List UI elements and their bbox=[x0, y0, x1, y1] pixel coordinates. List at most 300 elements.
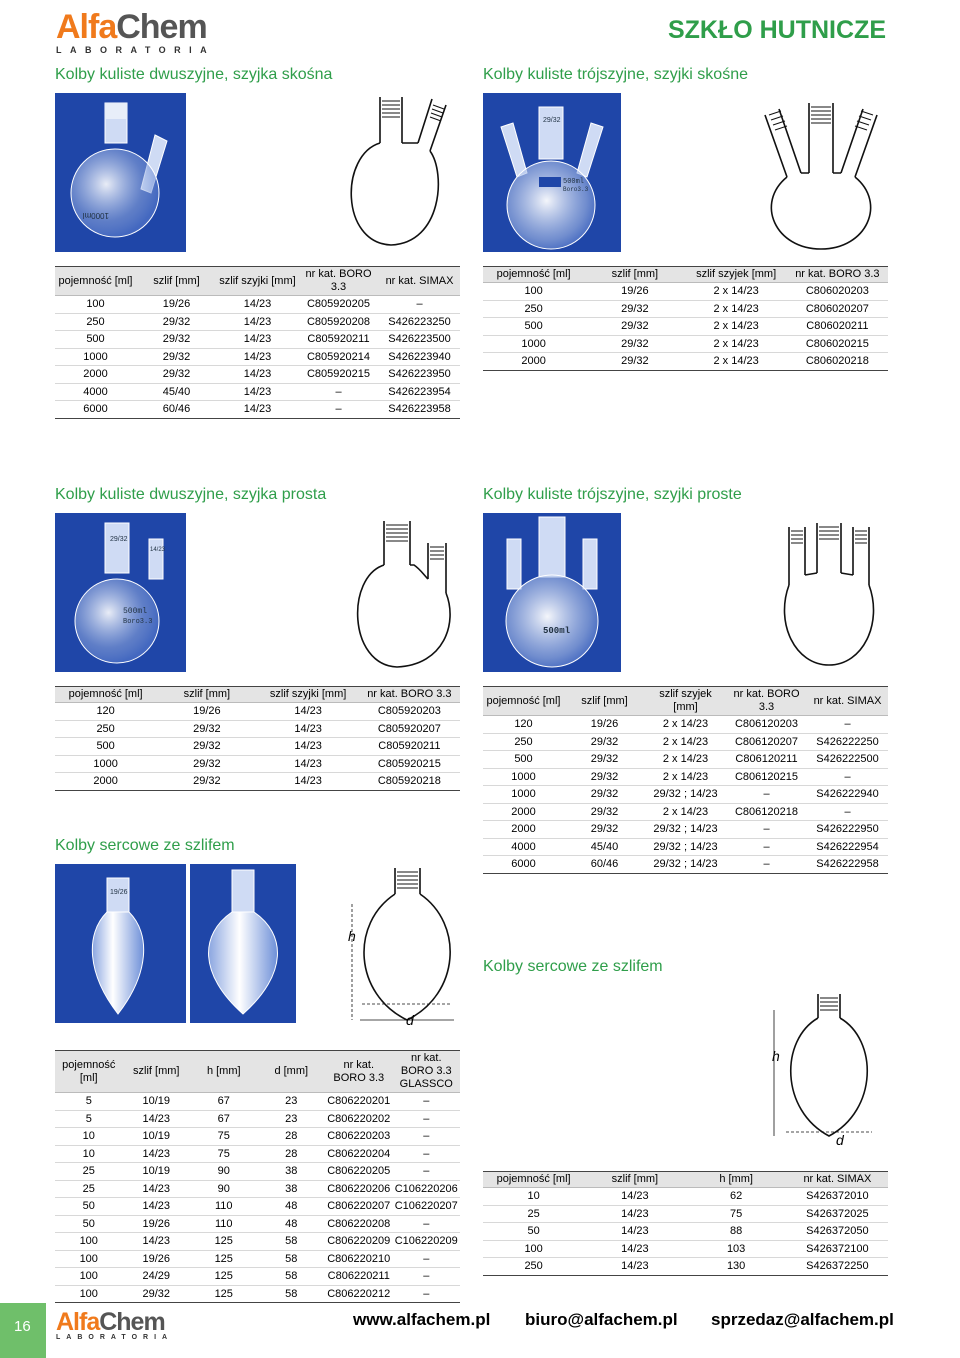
table-row bbox=[483, 1223, 888, 1241]
photo-pear-flask-large bbox=[190, 864, 296, 1023]
table-cell: 2 x 14/23 bbox=[686, 283, 787, 301]
section-title-pear-flasks-simax: Kolby sercowe ze szlifem bbox=[483, 958, 663, 975]
table-cell: 28 bbox=[258, 1145, 326, 1163]
table-cell: C806020207 bbox=[787, 300, 888, 318]
table-cell: 125 bbox=[190, 1250, 258, 1268]
table-cell: 2000 bbox=[55, 366, 136, 384]
table-cell: 45/40 bbox=[136, 383, 217, 401]
table-cell: C805920218 bbox=[359, 773, 460, 791]
table-cell: 29/32 bbox=[136, 331, 217, 349]
table-cell: 10 bbox=[55, 1145, 123, 1163]
table-row bbox=[483, 283, 888, 301]
table-header-row bbox=[483, 687, 888, 716]
table-cell: 19/26 bbox=[564, 716, 645, 734]
table-cell: 14/23 bbox=[258, 755, 359, 773]
table-cell: 100 bbox=[55, 1250, 123, 1268]
table-cell: C805920215 bbox=[359, 755, 460, 773]
table-cell: 58 bbox=[258, 1250, 326, 1268]
table-cell: 29/32 bbox=[584, 300, 685, 318]
table-header-row bbox=[55, 687, 460, 703]
table-row bbox=[55, 1233, 460, 1251]
table-cell: 29/32 bbox=[584, 318, 685, 336]
table-cell: 75 bbox=[190, 1128, 258, 1146]
footer-email-office-link[interactable]: biuro@alfachem.pl bbox=[525, 1310, 678, 1329]
table-cell: – bbox=[726, 856, 807, 874]
column-header: pojemność [ml] bbox=[483, 1172, 584, 1188]
table-cell: 130 bbox=[686, 1258, 787, 1276]
column-header: pojemność [ml] bbox=[55, 1051, 123, 1093]
table-row bbox=[55, 1110, 460, 1128]
footer-page-number: 16 bbox=[14, 1318, 31, 1335]
table-cell: C806220205 bbox=[325, 1163, 393, 1181]
column-header: szlif szyjek [mm] bbox=[686, 267, 787, 283]
table-cell: S426222940 bbox=[807, 786, 888, 804]
table-cell: 125 bbox=[190, 1233, 258, 1251]
table-cell: C806220207 bbox=[325, 1198, 393, 1216]
table-cell: 14/23 bbox=[123, 1198, 191, 1216]
photo-label-volume: 500ml bbox=[563, 178, 585, 186]
table-cell: C106220206 bbox=[393, 1180, 461, 1198]
table-cell: S426223954 bbox=[379, 383, 460, 401]
table-row bbox=[55, 773, 460, 791]
column-header: szlif [mm] bbox=[584, 1172, 685, 1188]
table-cell: 75 bbox=[190, 1145, 258, 1163]
table-cell: 5 bbox=[55, 1093, 123, 1111]
column-header: pojemność [ml] bbox=[483, 687, 564, 716]
table-cell: 10 bbox=[483, 1188, 584, 1206]
table-cell: 10/19 bbox=[123, 1163, 191, 1181]
table-cell: 14/23 bbox=[258, 738, 359, 756]
drawing-three-neck-straight-flask bbox=[775, 513, 885, 673]
table-cell: 29/32 bbox=[136, 348, 217, 366]
table-cell: – bbox=[393, 1128, 461, 1146]
table-cell: 67 bbox=[190, 1093, 258, 1111]
table-two-neck-straight bbox=[55, 686, 460, 791]
table-cell: C806120218 bbox=[726, 803, 807, 821]
table-row bbox=[55, 383, 460, 401]
logo-chem: Chem bbox=[116, 8, 207, 46]
table-cell: 29/32 ; 14/23 bbox=[645, 838, 726, 856]
table-cell: S426222950 bbox=[807, 821, 888, 839]
column-header: nr kat. SIMAX bbox=[379, 267, 460, 296]
column-header: nr kat. BORO 3.3 bbox=[726, 687, 807, 716]
table-cell: S426223500 bbox=[379, 331, 460, 349]
table-cell: 19/26 bbox=[136, 296, 217, 314]
table-cell: 50 bbox=[55, 1198, 123, 1216]
table-cell: 250 bbox=[55, 313, 136, 331]
column-header: nr kat. BORO 3.3 bbox=[787, 267, 888, 283]
column-header: d [mm] bbox=[258, 1051, 326, 1093]
table-cell: 29/32 bbox=[564, 733, 645, 751]
table-cell: 250 bbox=[55, 720, 156, 738]
table-cell: – bbox=[726, 838, 807, 856]
table-cell: 67 bbox=[190, 1110, 258, 1128]
table-cell: 10/19 bbox=[123, 1128, 191, 1146]
table-cell: C806220201 bbox=[325, 1093, 393, 1111]
table-cell: 50 bbox=[55, 1215, 123, 1233]
table-cell: 23 bbox=[258, 1093, 326, 1111]
table-cell: 100 bbox=[55, 1233, 123, 1251]
table-cell: 29/32 ; 14/23 bbox=[645, 786, 726, 804]
table-row bbox=[55, 331, 460, 349]
table-cell: 48 bbox=[258, 1215, 326, 1233]
column-header: pojemność [ml] bbox=[55, 687, 156, 703]
table-cell: 1000 bbox=[483, 786, 564, 804]
column-header: pojemność [ml] bbox=[483, 267, 584, 283]
table-cell: C806220209 bbox=[325, 1233, 393, 1251]
table-cell: C806220211 bbox=[325, 1268, 393, 1286]
table-cell: 14/23 bbox=[217, 331, 298, 349]
dimension-label-h: h bbox=[348, 928, 356, 944]
photo-label-volume: 1000ml bbox=[82, 211, 109, 220]
footer-logo-subtitle: LABORATORIA bbox=[56, 1334, 174, 1341]
photo-label-volume: 500ml bbox=[123, 607, 148, 616]
table-row bbox=[55, 1268, 460, 1286]
table-cell: 29/32 bbox=[584, 335, 685, 353]
table-row bbox=[483, 335, 888, 353]
table-cell: 14/23 bbox=[258, 703, 359, 721]
table-cell: 100 bbox=[55, 1285, 123, 1303]
table-cell: S426223950 bbox=[379, 366, 460, 384]
table-cell: 50 bbox=[483, 1223, 584, 1241]
table-cell: S426222250 bbox=[807, 733, 888, 751]
table-cell: 1000 bbox=[55, 348, 136, 366]
table-cell: C806020218 bbox=[787, 353, 888, 371]
table-cell: C805920203 bbox=[359, 703, 460, 721]
table-cell: C106220209 bbox=[393, 1233, 461, 1251]
drawing-three-neck-angled-flask bbox=[745, 93, 895, 253]
column-header: h [mm] bbox=[190, 1051, 258, 1093]
table-cell: 28 bbox=[258, 1128, 326, 1146]
table-cell: 10/19 bbox=[123, 1093, 191, 1111]
column-header: szlif [mm] bbox=[584, 267, 685, 283]
table-cell: 14/23 bbox=[584, 1240, 685, 1258]
table-cell: S426222500 bbox=[807, 751, 888, 769]
table-cell: – bbox=[298, 401, 379, 419]
table-cell: 2000 bbox=[483, 821, 564, 839]
table-cell: 2 x 14/23 bbox=[686, 353, 787, 371]
photo-label-volume: 500ml bbox=[543, 626, 571, 636]
table-cell: – bbox=[393, 1163, 461, 1181]
photo-two-neck-straight-flask bbox=[55, 513, 186, 672]
table-cell: 5 bbox=[55, 1110, 123, 1128]
table-cell: 2 x 14/23 bbox=[645, 716, 726, 734]
table-cell: 25 bbox=[483, 1205, 584, 1223]
table-cell: 19/26 bbox=[123, 1215, 191, 1233]
table-cell: 14/23 bbox=[217, 401, 298, 419]
table-cell: – bbox=[393, 1145, 461, 1163]
column-header: nr kat. BORO 3.3 bbox=[359, 687, 460, 703]
table-row bbox=[55, 1198, 460, 1216]
table-cell: – bbox=[379, 296, 460, 314]
table-cell: 14/23 bbox=[258, 773, 359, 791]
table-cell: – bbox=[807, 716, 888, 734]
table-cell: 2 x 14/23 bbox=[645, 733, 726, 751]
table-cell: C806220202 bbox=[325, 1110, 393, 1128]
table-cell: 250 bbox=[483, 1258, 584, 1276]
table-cell: 100 bbox=[55, 1268, 123, 1286]
table-cell: 500 bbox=[55, 738, 156, 756]
table-cell: C805920211 bbox=[298, 331, 379, 349]
table-cell: C805920207 bbox=[359, 720, 460, 738]
table-cell: – bbox=[298, 383, 379, 401]
table-cell: 29/32 ; 14/23 bbox=[645, 856, 726, 874]
table-row bbox=[55, 1128, 460, 1146]
table-cell: C806220212 bbox=[325, 1285, 393, 1303]
column-header: szlif [mm] bbox=[156, 687, 257, 703]
table-cell: 29/32 bbox=[156, 773, 257, 791]
table-cell: 14/23 bbox=[258, 720, 359, 738]
table-cell: 500 bbox=[483, 751, 564, 769]
table-cell: 29/32 bbox=[564, 751, 645, 769]
column-header: nr kat. SIMAX bbox=[787, 1172, 888, 1188]
logo-alfa: Alfa bbox=[56, 8, 117, 46]
column-header: nr kat. BORO 3.3 bbox=[325, 1051, 393, 1093]
page-category: SZKŁO HUTNICZE bbox=[667, 16, 886, 44]
table-row bbox=[483, 716, 888, 734]
table-cell: 29/32 bbox=[136, 313, 217, 331]
table-cell: 2000 bbox=[483, 803, 564, 821]
table-cell: – bbox=[393, 1110, 461, 1128]
table-cell: 29/32 bbox=[564, 786, 645, 804]
header-logo bbox=[56, 10, 215, 55]
table-cell: C106220207 bbox=[393, 1198, 461, 1216]
table-cell: C805920205 bbox=[298, 296, 379, 314]
table-cell: 29/32 ; 14/23 bbox=[645, 821, 726, 839]
table-cell: – bbox=[807, 803, 888, 821]
table-cell: 19/26 bbox=[156, 703, 257, 721]
table-cell: – bbox=[393, 1268, 461, 1286]
table-cell: 60/46 bbox=[564, 856, 645, 874]
table-cell: C805920211 bbox=[359, 738, 460, 756]
table-cell: 75 bbox=[686, 1205, 787, 1223]
table-row bbox=[55, 703, 460, 721]
table-three-neck-straight bbox=[483, 686, 888, 874]
section-title-three-neck-angled: Kolby kuliste trójszyjne, szyjki skośne bbox=[483, 66, 748, 83]
table-cell: S426372050 bbox=[787, 1223, 888, 1241]
table-cell: 90 bbox=[190, 1180, 258, 1198]
drawing-two-neck-straight-flask bbox=[340, 513, 460, 673]
table-header-row bbox=[55, 267, 460, 296]
table-header-row bbox=[55, 1051, 460, 1093]
table-row bbox=[483, 856, 888, 874]
table-row bbox=[483, 751, 888, 769]
photo-three-neck-straight-flask bbox=[483, 513, 621, 672]
table-cell: S426372010 bbox=[787, 1188, 888, 1206]
table-cell: 250 bbox=[483, 733, 564, 751]
table-cell: 29/32 bbox=[156, 720, 257, 738]
table-cell: 1000 bbox=[483, 768, 564, 786]
column-header: szlif szyjki [mm] bbox=[217, 267, 298, 296]
section-title-three-neck-straight: Kolby kuliste trójszyjne, szyjki proste bbox=[483, 486, 742, 503]
table-cell: 125 bbox=[190, 1285, 258, 1303]
table-row bbox=[55, 720, 460, 738]
table-cell: 29/32 bbox=[564, 803, 645, 821]
table-header-row bbox=[483, 1172, 888, 1188]
table-row bbox=[55, 1250, 460, 1268]
column-header: szlif [mm] bbox=[564, 687, 645, 716]
table-row bbox=[483, 1205, 888, 1223]
section-title-two-neck-straight: Kolby kuliste dwuszyjne, szyjka prosta bbox=[55, 486, 327, 503]
table-cell: C806120207 bbox=[726, 733, 807, 751]
table-cell: 110 bbox=[190, 1198, 258, 1216]
table-cell: 120 bbox=[483, 716, 564, 734]
table-cell: 10 bbox=[55, 1128, 123, 1146]
table-cell: 2 x 14/23 bbox=[645, 803, 726, 821]
table-three-neck-angled bbox=[483, 266, 888, 371]
column-header: szlif [mm] bbox=[136, 267, 217, 296]
table-cell: 120 bbox=[55, 703, 156, 721]
table-row bbox=[483, 318, 888, 336]
footer-website-link[interactable]: www.alfachem.pl bbox=[353, 1310, 491, 1329]
table-cell: 2000 bbox=[55, 773, 156, 791]
table-row bbox=[483, 803, 888, 821]
column-header: h [mm] bbox=[686, 1172, 787, 1188]
table-cell: C806120215 bbox=[726, 768, 807, 786]
table-row bbox=[55, 313, 460, 331]
table-cell: S426372250 bbox=[787, 1258, 888, 1276]
table-cell: 25 bbox=[55, 1180, 123, 1198]
table-two-neck-angled bbox=[55, 266, 460, 419]
table-cell: 19/26 bbox=[123, 1250, 191, 1268]
photo-label-side-joint: 14/23 bbox=[150, 547, 166, 553]
table-cell: 14/23 bbox=[217, 296, 298, 314]
table-cell: C806020215 bbox=[787, 335, 888, 353]
logo-subtitle: LABORATORIA bbox=[56, 45, 216, 55]
table-cell: – bbox=[393, 1215, 461, 1233]
table-cell: S426372025 bbox=[787, 1205, 888, 1223]
table-cell: S426372100 bbox=[787, 1240, 888, 1258]
photo-label-material: Boro3.3 bbox=[123, 618, 153, 626]
table-row bbox=[55, 401, 460, 419]
table-row bbox=[483, 768, 888, 786]
table-cell: S426222958 bbox=[807, 856, 888, 874]
table-cell: 500 bbox=[483, 318, 584, 336]
table-row bbox=[55, 1163, 460, 1181]
table-row bbox=[483, 786, 888, 804]
table-pear-flasks bbox=[55, 1050, 460, 1303]
table-pear-flasks-simax bbox=[483, 1171, 888, 1276]
table-cell: 19/26 bbox=[584, 283, 685, 301]
table-cell: – bbox=[807, 768, 888, 786]
table-cell: 29/32 bbox=[564, 821, 645, 839]
table-row bbox=[55, 1093, 460, 1111]
section-title-pear-flasks: Kolby sercowe ze szlifem bbox=[55, 837, 235, 854]
table-cell: 100 bbox=[55, 296, 136, 314]
photo-label-joint: 19/26 bbox=[110, 889, 128, 896]
table-cell: C806120211 bbox=[726, 751, 807, 769]
column-header: pojemność [ml] bbox=[55, 267, 136, 296]
dimension-label-h: h bbox=[772, 1048, 780, 1064]
drawing-pear-flask-dimensions bbox=[340, 864, 465, 1034]
table-cell: 29/32 bbox=[123, 1285, 191, 1303]
table-header-row bbox=[483, 267, 888, 283]
table-cell: 110 bbox=[190, 1215, 258, 1233]
table-cell: 2 x 14/23 bbox=[645, 768, 726, 786]
table-cell: 58 bbox=[258, 1233, 326, 1251]
photo-label-joint: 29/32 bbox=[110, 536, 128, 543]
table-row bbox=[55, 738, 460, 756]
table-cell: 25 bbox=[55, 1163, 123, 1181]
table-cell: 103 bbox=[686, 1240, 787, 1258]
table-cell: S426223958 bbox=[379, 401, 460, 419]
table-cell: 1000 bbox=[55, 755, 156, 773]
photo-pear-flask-small bbox=[55, 864, 186, 1023]
table-cell: 58 bbox=[258, 1268, 326, 1286]
table-cell: 29/32 bbox=[584, 353, 685, 371]
table-cell: C805920208 bbox=[298, 313, 379, 331]
table-cell: 48 bbox=[258, 1198, 326, 1216]
table-cell: 14/23 bbox=[123, 1145, 191, 1163]
table-row bbox=[483, 1240, 888, 1258]
table-cell: 6000 bbox=[483, 856, 564, 874]
table-cell: – bbox=[393, 1250, 461, 1268]
table-cell: C806220210 bbox=[325, 1250, 393, 1268]
table-row bbox=[55, 1285, 460, 1303]
table-cell: 100 bbox=[483, 283, 584, 301]
table-cell: 14/23 bbox=[584, 1205, 685, 1223]
photo-label-joint: 29/32 bbox=[543, 117, 561, 124]
table-cell: 45/40 bbox=[564, 838, 645, 856]
column-header: nr kat. BORO 3.3 bbox=[298, 267, 379, 296]
table-cell: 1000 bbox=[483, 335, 584, 353]
table-cell: 4000 bbox=[483, 838, 564, 856]
column-header: szlif szyjek [mm] bbox=[645, 687, 726, 716]
table-row bbox=[483, 821, 888, 839]
table-row bbox=[483, 353, 888, 371]
photo-label-material: Boro3.3 bbox=[563, 186, 589, 193]
table-cell: 14/23 bbox=[217, 348, 298, 366]
table-row bbox=[55, 755, 460, 773]
photo-two-neck-angled-flask bbox=[55, 93, 186, 252]
table-row bbox=[483, 838, 888, 856]
column-header: szlif [mm] bbox=[123, 1051, 191, 1093]
footer-logo-chem: Chem bbox=[99, 1308, 165, 1336]
table-cell: C806120203 bbox=[726, 716, 807, 734]
table-cell: C806020203 bbox=[787, 283, 888, 301]
photo-three-neck-angled-flask bbox=[483, 93, 621, 252]
table-cell: 6000 bbox=[55, 401, 136, 419]
table-row bbox=[55, 1215, 460, 1233]
table-cell: S426223250 bbox=[379, 313, 460, 331]
table-cell: C806220208 bbox=[325, 1215, 393, 1233]
table-cell: 14/23 bbox=[123, 1233, 191, 1251]
table-cell: 29/32 bbox=[156, 738, 257, 756]
table-row bbox=[483, 1258, 888, 1276]
column-header: szlif szyjki [mm] bbox=[258, 687, 359, 703]
table-cell: 2 x 14/23 bbox=[645, 751, 726, 769]
footer-logo bbox=[56, 1310, 173, 1341]
table-cell: C805920215 bbox=[298, 366, 379, 384]
table-row bbox=[483, 300, 888, 318]
table-cell: C805920214 bbox=[298, 348, 379, 366]
table-cell: 14/23 bbox=[584, 1258, 685, 1276]
table-cell: 29/32 bbox=[156, 755, 257, 773]
table-cell: 88 bbox=[686, 1223, 787, 1241]
table-cell: 125 bbox=[190, 1268, 258, 1286]
table-cell: C806220203 bbox=[325, 1128, 393, 1146]
column-header: nr kat. SIMAX bbox=[807, 687, 888, 716]
table-cell: 250 bbox=[483, 300, 584, 318]
drawing-pear-flask-dimensions-simax bbox=[760, 990, 885, 1155]
table-cell: 14/23 bbox=[217, 383, 298, 401]
table-cell: 500 bbox=[55, 331, 136, 349]
table-cell: C806220204 bbox=[325, 1145, 393, 1163]
footer-email-sales-link[interactable]: sprzedaz@alfachem.pl bbox=[711, 1310, 894, 1329]
table-cell: 23 bbox=[258, 1110, 326, 1128]
table-cell: 14/23 bbox=[584, 1223, 685, 1241]
table-cell: 62 bbox=[686, 1188, 787, 1206]
